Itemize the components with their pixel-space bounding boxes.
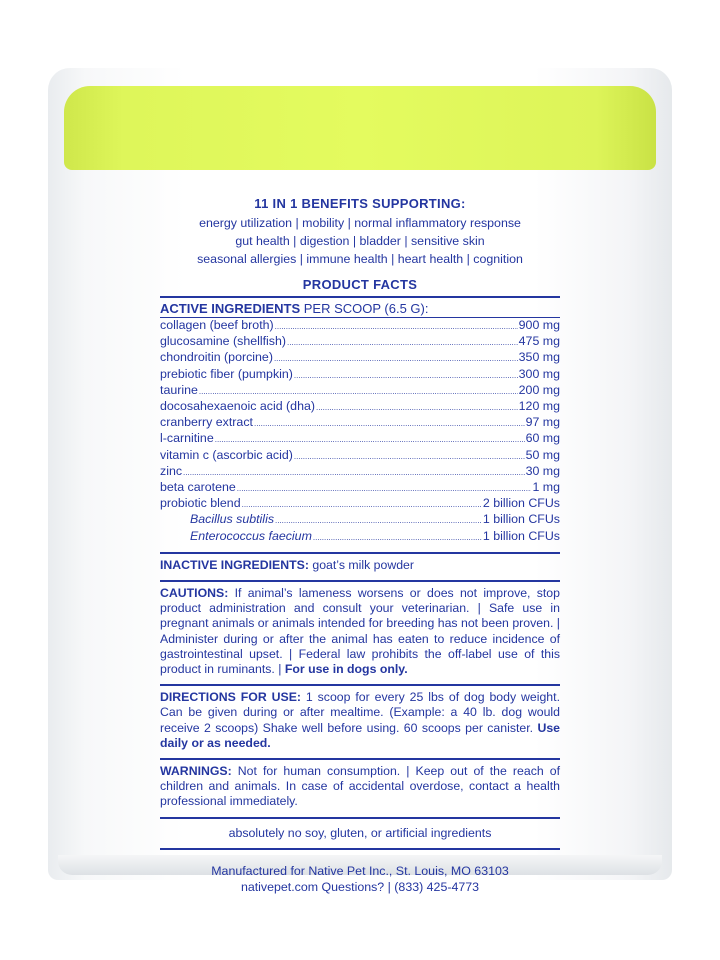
warnings-text: Not for human consumption. | Keep out of the reach of children and animals. In case of accidental overdose, contact a health professional immediately. [160, 764, 560, 809]
ingredient-name: glucosamine (shellfish) [160, 334, 287, 349]
dot-leader [294, 450, 525, 464]
ingredient-name: zinc [160, 463, 183, 478]
ingredient-row [160, 415, 560, 431]
dot-leader [313, 531, 482, 545]
dot-leader [215, 433, 525, 447]
ingredient-amount: 30 mg [525, 463, 560, 478]
ingredient-name: Bacillus subtilis [190, 512, 275, 527]
benefit-line: gut health | digestion | bladder | sensitive skin [235, 234, 485, 248]
ingredient-name: l-carnitine [160, 431, 214, 446]
ingredient-name: cranberry extract [160, 415, 253, 430]
cautions-label: CAUTIONS: [160, 586, 229, 601]
ingredient-name: probiotic blend [160, 496, 241, 511]
directions-emphasis: Use daily or as needed. [160, 720, 560, 750]
ingredient-amount: 2 billion CFUs [482, 496, 560, 511]
manufacturer-address: Manufactured for Native Pet Inc., St. Louis, MO 63103 [211, 863, 509, 878]
cautions-emphasis: For use in dogs only. [284, 662, 408, 677]
ingredient-amount: 900 mg [518, 318, 560, 332]
benefits-title: 11 IN 1 BENEFITS SUPPORTING: [254, 196, 466, 211]
ingredient-list [160, 318, 560, 545]
inactive-ingredients-label: INACTIVE INGREDIENTS: [160, 557, 309, 572]
product-label [160, 196, 560, 895]
dot-leader [294, 369, 518, 383]
inactive-ingredients-value: goat’s milk powder [308, 557, 414, 572]
ingredient-row [160, 448, 560, 464]
ingredient-row [160, 367, 560, 383]
cautions-text: If animal’s lameness worsens or does not improve, stop product administration and consult your veterinarian. | Safe use in pregnant animals or animals intended for breeding has not been proven. | Administer during or after the animal has eaten to reduce incidence of gastrointestinal upset. | Federal law prohibits the off-label use of this product in ruminants. | [160, 586, 560, 677]
divider [160, 848, 560, 850]
warnings-label: WARNINGS: [160, 764, 232, 779]
ingredient-amount: 350 mg [518, 350, 560, 365]
ingredient-name: vitamin c (ascorbic acid) [160, 447, 293, 462]
ingredient-row [160, 399, 560, 415]
dot-leader [254, 417, 525, 431]
ingredient-amount: 120 mg [518, 399, 560, 414]
manufacturer-info [160, 863, 560, 895]
ingredient-amount: 50 mg [525, 447, 560, 462]
ingredient-name: collagen (beef broth) [160, 318, 274, 332]
ingredient-row [160, 318, 560, 334]
ingredient-amount: 300 mg [518, 366, 560, 381]
manufacturer-contact: nativepet.com Questions? | (833) 425-4773 [240, 879, 480, 894]
dot-leader [275, 320, 518, 334]
ingredient-row [160, 334, 560, 350]
ingredient-name: docosahexaenoic acid (dha) [160, 399, 315, 414]
cautions-section [160, 580, 560, 677]
benefit-line: seasonal allergies | immune health | heart health | cognition [197, 252, 523, 266]
ingredient-amount: 1 billion CFUs [482, 528, 560, 543]
dot-leader [237, 482, 532, 496]
ingredient-row [160, 464, 560, 480]
ingredient-name: taurine [160, 382, 198, 397]
inactive-ingredients [160, 552, 560, 573]
ingredient-name: Enterococcus faecium [190, 528, 312, 543]
dot-leader [316, 401, 518, 415]
product-facts-title: PRODUCT FACTS [160, 277, 560, 298]
dot-leader [274, 352, 518, 366]
ingredient-row [160, 383, 560, 399]
directions-label: DIRECTIONS FOR USE: [160, 690, 301, 705]
ingredient-amount: 97 mg [525, 415, 560, 430]
free-from-note: absolutely no soy, gluten, or artificial ingredients [160, 817, 560, 841]
ingredient-row [160, 480, 560, 496]
ingredient-amount: 1 billion CFUs [482, 512, 560, 527]
ingredient-amount: 200 mg [518, 382, 560, 397]
ingredient-name: beta carotene [160, 480, 236, 495]
warnings-section [160, 758, 560, 810]
ingredient-amount: 475 mg [518, 334, 560, 349]
probiotic-strain-row [160, 529, 560, 545]
ingredient-amount: 60 mg [525, 431, 560, 446]
ingredient-row [160, 431, 560, 447]
benefit-line: energy utilization | mobility | normal inflammatory response [199, 216, 521, 230]
ingredient-name: chondroitin (porcine) [160, 350, 273, 365]
dot-leader [199, 385, 518, 399]
ingredient-row [160, 350, 560, 366]
directions-section [160, 684, 560, 751]
active-ingredients-heading [160, 301, 560, 316]
dot-leader [183, 466, 525, 480]
dot-leader [275, 514, 482, 528]
directions-text: 1 scoop for every 25 lbs of dog body weight. Can be given during or after mealtime. (Example: a 40 lb. dog would receive 2 scoops) Shake well before using. 60 scoops per canister. [160, 690, 560, 735]
dot-leader [242, 498, 482, 512]
dot-leader [287, 336, 518, 350]
probiotic-strain-row [160, 512, 560, 528]
canister-lid [64, 86, 656, 170]
active-ingredients-label: ACTIVE INGREDIENTS [160, 301, 301, 316]
active-ingredients-serving: PER SCOOP (6.5 G): [300, 301, 429, 316]
ingredient-name: prebiotic fiber (pumpkin) [160, 366, 293, 381]
ingredient-row [160, 496, 560, 512]
ingredient-amount: 1 mg [532, 480, 560, 495]
